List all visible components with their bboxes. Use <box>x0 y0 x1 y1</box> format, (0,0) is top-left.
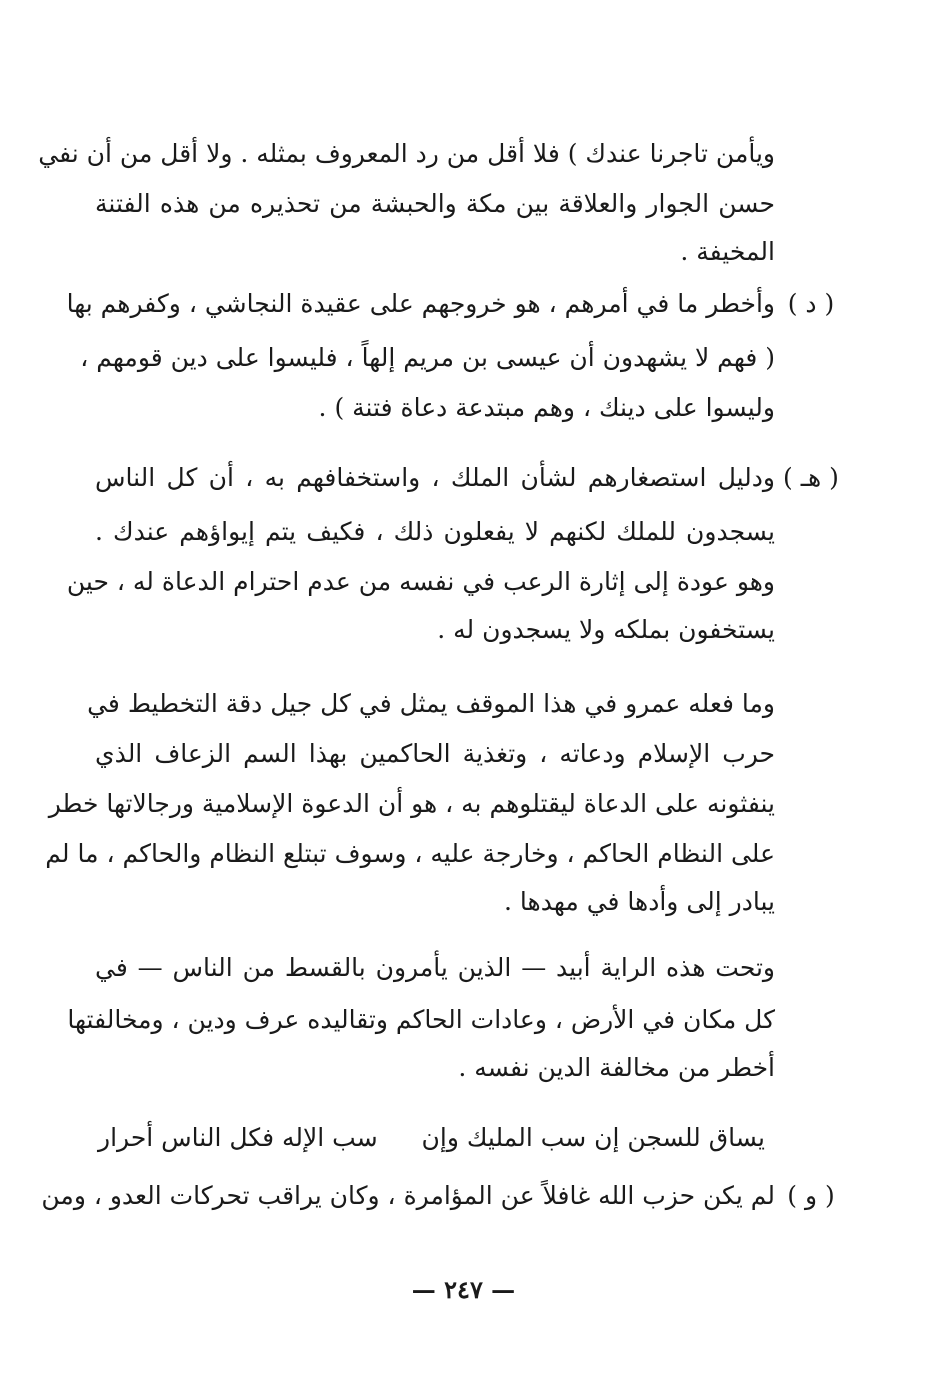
paragraph-line: ويأمن تاجرنا عندك ) فلا أقل من رد المعروف بمثله . ولا أقل من أن نفي <box>38 139 775 168</box>
item-h-line: وهو عودة إلى إثارة الرعب في نفسه من عدم احترام الدعاة له ، حين <box>66 567 775 596</box>
item-marker-w: ( و ) <box>787 1181 835 1210</box>
paragraph-line: وما فعله عمرو في هذا الموقف يمثل في كل جيل دقة التخطيط في <box>87 689 775 718</box>
verse-hemistich-left: سب الإله فكل الناس أحرار <box>98 1123 378 1152</box>
page-number: — ٢٤٧ — <box>411 1275 516 1304</box>
paragraph-line: أخطر من مخالفة الدين نفسه . <box>458 1053 775 1082</box>
paragraph-line: حسن الجوار والعلاقة بين مكة والحبشة من تحذيره من هذه الفتنة <box>95 189 775 218</box>
item-w-line: لم يكن حزب الله غافلاً عن المؤامرة ، وكان يراقب تحركات العدو ، ومن <box>41 1181 775 1210</box>
item-h-line: يستخفون بملكه ولا يسجدون له . <box>437 615 775 644</box>
item-d-line: وأخطر ما في أمرهم ، هو خروجهم على عقيدة النجاشي ، وكفرهم بها <box>66 289 775 318</box>
item-marker-d: ( د ) <box>787 289 835 318</box>
paragraph-line: كل مكان في الأرض ، وعادات الحاكم وتقاليده عرف ودين ، ومخالفتها <box>67 1005 775 1034</box>
paragraph-line: وتحت هذه الراية أبيد — الذين يأمرون بالقسط من الناس — في <box>95 953 775 982</box>
verse-hemistich-right: يساق للسجن إن سب المليك وإن <box>421 1123 765 1152</box>
paragraph-line: على النظام الحاكم ، وخارجة عليه ، وسوف تبتلع النظام والحاكم ، ما لم <box>45 839 775 868</box>
item-h-line: ودليل استصغارهم لشأن الملك ، واستخفافهم به ، أن كل الناس <box>95 463 775 492</box>
item-d-line: وليسوا على دينك ، وهم مبتدعة دعاة فتنة ) . <box>318 393 775 422</box>
item-d-line: ( فهم لا يشهدون أن عيسى بن مريم إلهاً ، فليسوا على دين قومهم ، <box>80 343 775 372</box>
paragraph-line: يبادر إلى وأدها في مهدها . <box>504 887 775 916</box>
item-h-line: يسجدون للملك لكنهم لا يفعلون ذلك ، فكيف يتم إيواؤهم عندك . <box>95 517 775 546</box>
paragraph-line: حرب الإسلام ودعاته ، وتغذية الحاكمين بهذا السم الزعاف الذي <box>95 739 775 768</box>
item-marker-h: ( هـ ) <box>783 463 839 492</box>
paragraph-line: ينفثونه على الدعاة ليقتلوهم به ، هو أن الدعوة الإسلامية ورجالاتها خطر <box>48 789 775 818</box>
paragraph-line: المخيفة . <box>680 237 775 266</box>
